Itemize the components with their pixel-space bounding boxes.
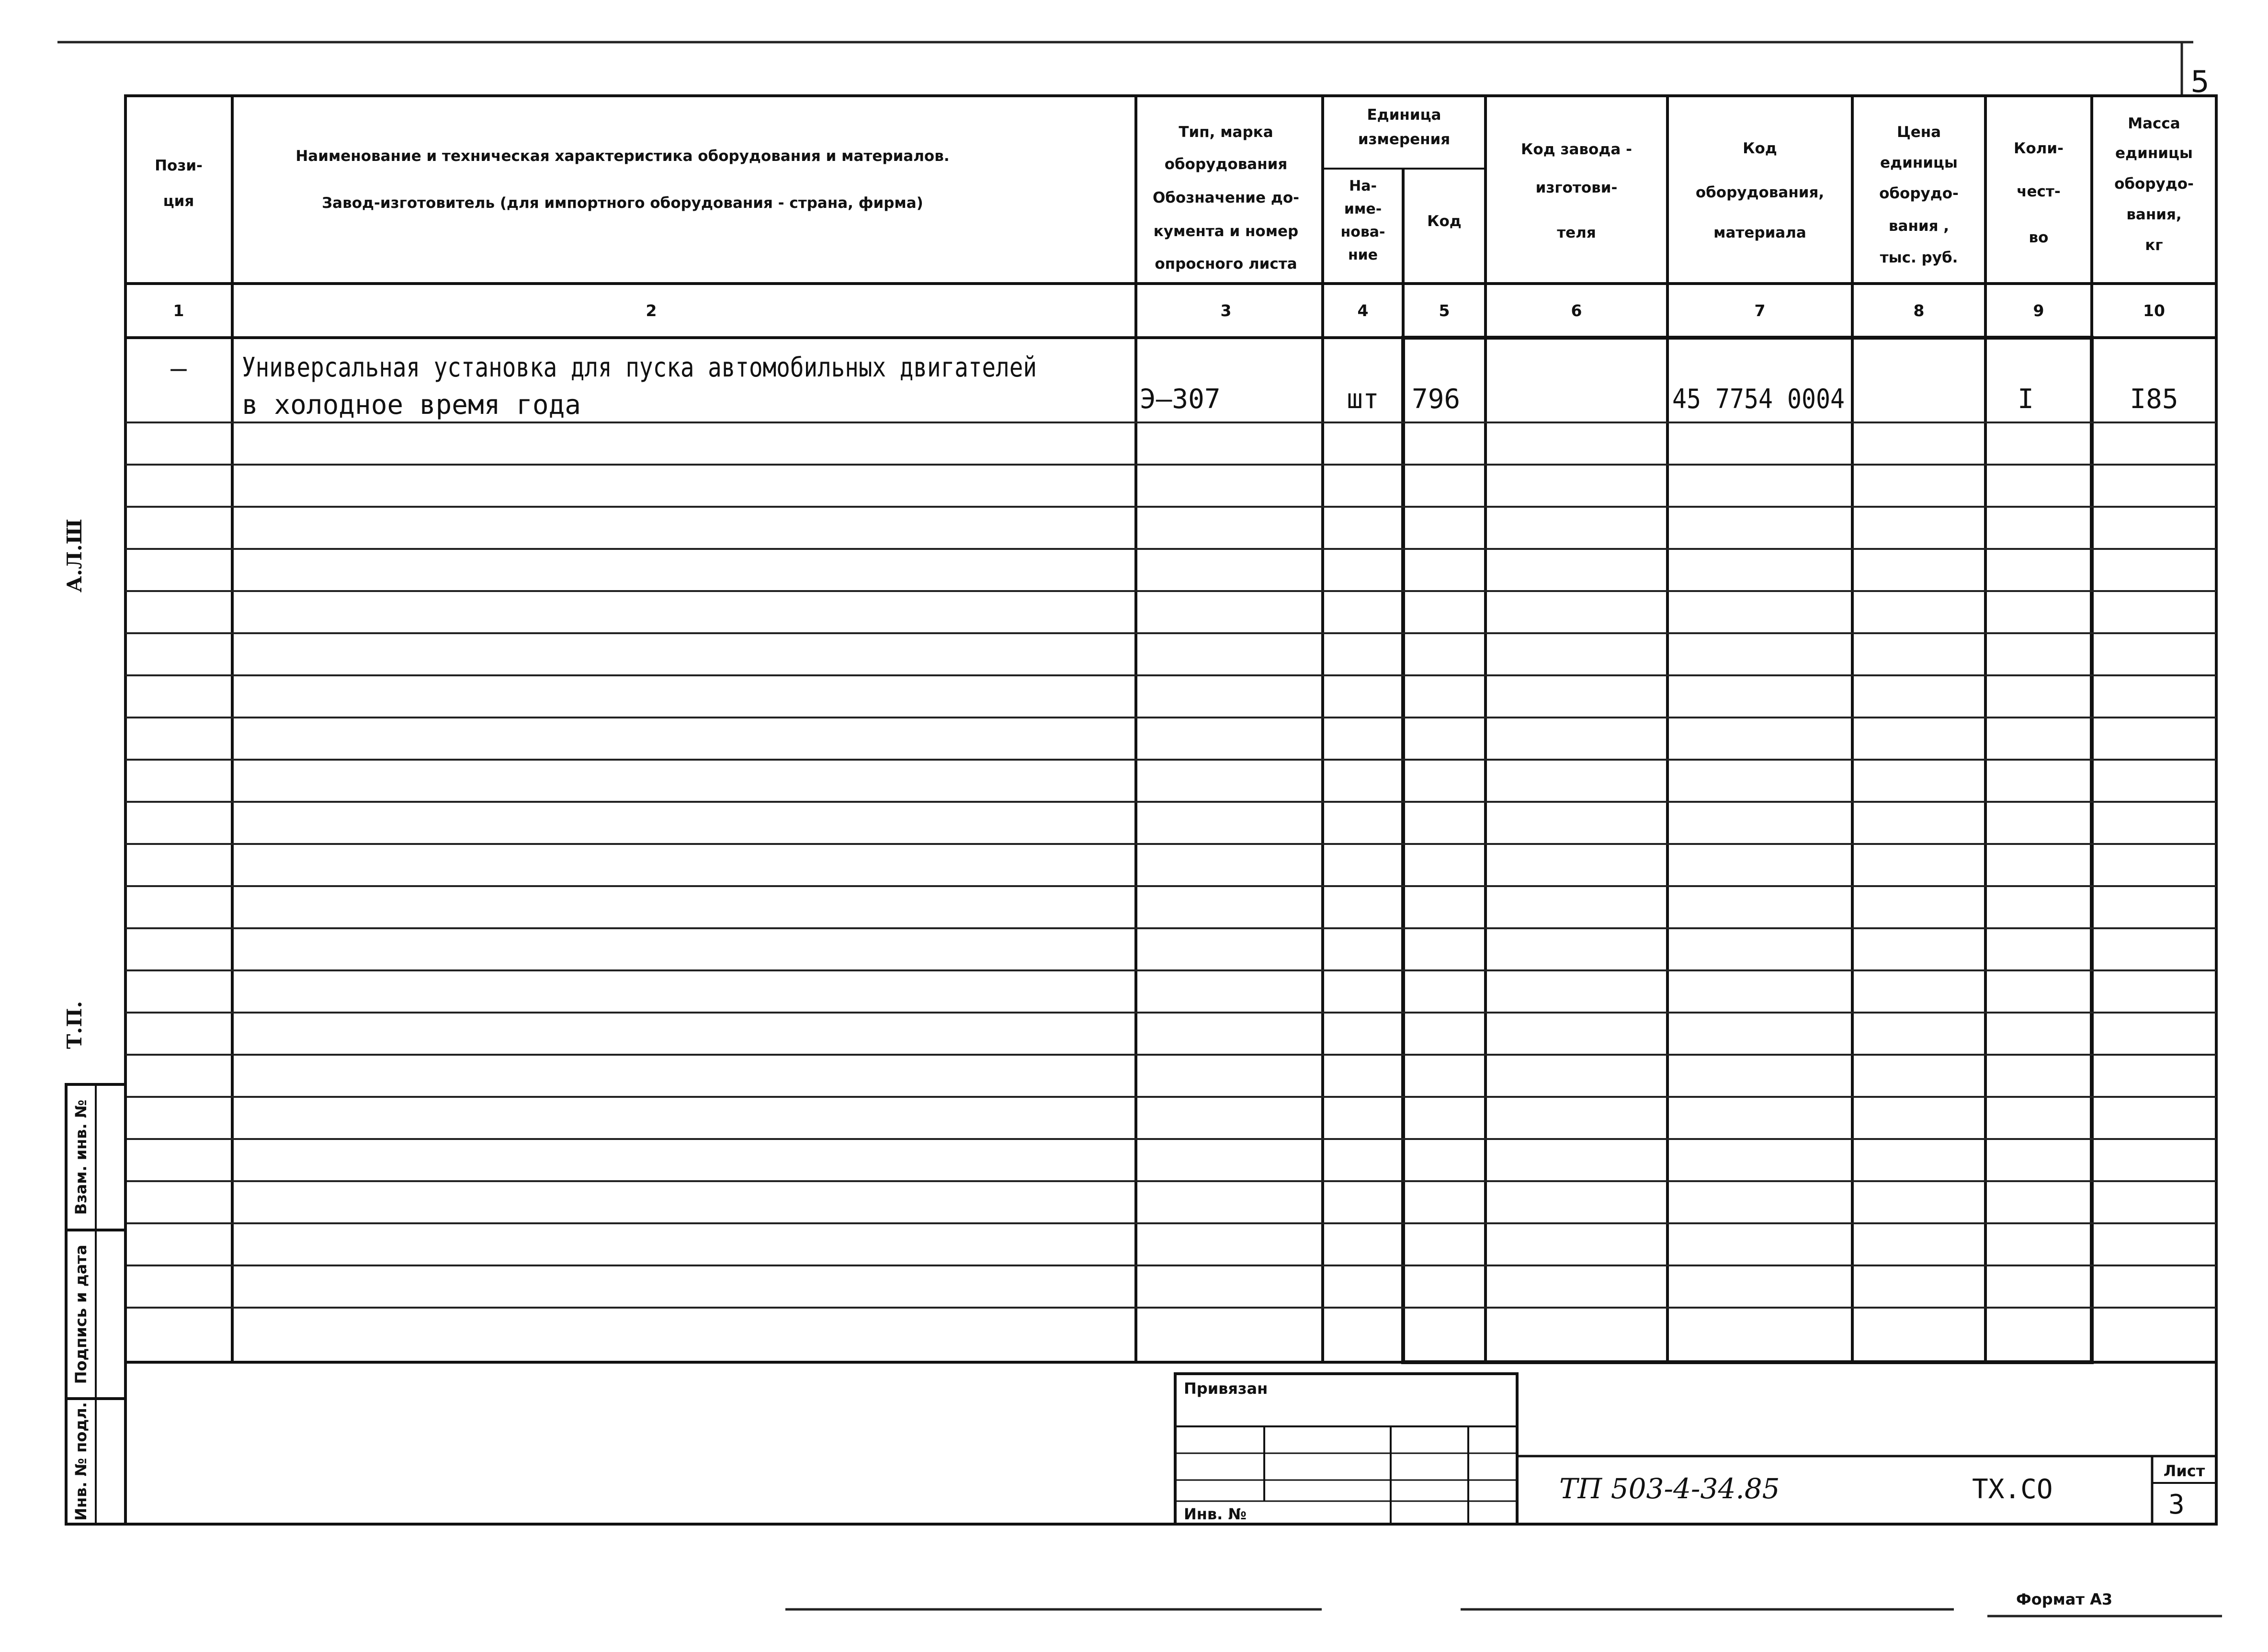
svg-text:кумента и номер: кумента и номер bbox=[1153, 223, 1299, 240]
binding-stamp bbox=[1175, 1374, 1517, 1524]
header-col2 bbox=[295, 148, 949, 212]
column-number: 3 bbox=[1220, 301, 1232, 320]
cell-equipment-code: 45 7754 0004 bbox=[1672, 384, 1845, 415]
svg-text:оборудования,: оборудования, bbox=[1695, 184, 1825, 201]
signature-date-label: Подпись и дата bbox=[72, 1244, 90, 1384]
author-initials-2: Т.П. bbox=[63, 1001, 86, 1049]
svg-text:вания,: вания, bbox=[2126, 206, 2182, 223]
svg-text:во: во bbox=[2029, 229, 2049, 246]
column-number: 6 bbox=[1571, 301, 1582, 320]
left-margin-authors bbox=[63, 519, 86, 1049]
cell-position: – bbox=[170, 353, 187, 384]
sheet-label: Лист bbox=[2163, 1462, 2205, 1480]
page-number: 5 bbox=[2190, 64, 2210, 99]
format-label: Формат А3 bbox=[2016, 1590, 2113, 1608]
column-lines bbox=[232, 96, 2092, 1362]
header-col3 bbox=[1153, 124, 1299, 273]
header-col1 bbox=[155, 157, 203, 210]
margin-stamp bbox=[66, 1084, 125, 1524]
cell-unit-name: шт bbox=[1347, 384, 1379, 415]
header-col9 bbox=[2014, 140, 2064, 246]
svg-text:измерения: измерения bbox=[1358, 131, 1451, 148]
header-col6 bbox=[1521, 141, 1632, 241]
column-number: 7 bbox=[1754, 301, 1766, 320]
svg-text:име-: име- bbox=[1344, 201, 1382, 217]
column-number: 10 bbox=[2143, 301, 2165, 320]
document-code: ТХ.СО bbox=[1972, 1474, 2053, 1505]
svg-text:оборудо-: оборудо- bbox=[2114, 175, 2194, 193]
svg-text:изготови-: изготови- bbox=[1535, 179, 1618, 196]
sheet-number: 3 bbox=[2168, 1489, 2185, 1520]
bound-label: Привязан bbox=[1184, 1379, 1268, 1398]
svg-text:кг: кг bbox=[2145, 237, 2163, 254]
svg-text:оборудо-: оборудо- bbox=[1879, 185, 1959, 202]
svg-text:Единица: Единица bbox=[1367, 106, 1441, 124]
svg-text:Масса: Масса bbox=[2128, 115, 2180, 132]
svg-text:единицы: единицы bbox=[1880, 154, 1958, 171]
title-block bbox=[1517, 1456, 2216, 1524]
svg-text:тыс. руб.: тыс. руб. bbox=[1880, 249, 1958, 266]
svg-text:ние: ние bbox=[1348, 247, 1378, 263]
cell-type-mark: Э–307 bbox=[1140, 384, 1221, 415]
cell-mass: I85 bbox=[2130, 384, 2178, 415]
header-unit-group bbox=[1358, 106, 1450, 148]
header-col4 bbox=[1340, 178, 1385, 263]
main-frame bbox=[125, 96, 2216, 1524]
author-initials-1: А.Л.Ш bbox=[63, 519, 86, 592]
svg-text:Код завода -: Код завода - bbox=[1521, 141, 1632, 158]
cell-name-line1: Универсальная установка для пуска автомобильных двигателей bbox=[242, 352, 1037, 383]
replaced-inv-label: Взам. инв. № bbox=[72, 1099, 90, 1215]
header-col7 bbox=[1696, 140, 1824, 241]
header-col10 bbox=[2114, 115, 2194, 254]
cell-unit-code: 796 bbox=[1412, 384, 1461, 415]
svg-text:Наименование и техническая хар: Наименование и техническая характеристика оборудования и материалов. bbox=[295, 148, 950, 165]
svg-text:единицы: единицы bbox=[2115, 145, 2193, 162]
table-row bbox=[170, 352, 2178, 421]
svg-text:нова-: нова- bbox=[1340, 224, 1385, 240]
svg-text:Цена: Цена bbox=[1896, 124, 1941, 141]
svg-text:материала: материала bbox=[1713, 224, 1806, 241]
svg-text:На-: На- bbox=[1349, 178, 1377, 194]
header-col8 bbox=[1879, 124, 1959, 266]
column-number: 1 bbox=[173, 301, 184, 320]
svg-text:вания ,: вания , bbox=[1888, 217, 1950, 235]
cell-name-line2: в холодное время года bbox=[242, 389, 581, 421]
svg-text:ция: ция bbox=[163, 193, 194, 210]
row-lines bbox=[125, 422, 2216, 1308]
inv-label: Инв. № bbox=[1184, 1505, 1247, 1523]
column-number: 2 bbox=[646, 301, 657, 320]
column-number: 8 bbox=[1913, 301, 1925, 320]
cell-quantity: I bbox=[2018, 384, 2034, 415]
svg-text:теля: теля bbox=[1557, 224, 1596, 241]
svg-text:Обозначение до-: Обозначение до- bbox=[1152, 189, 1300, 206]
svg-text:Коли-: Коли- bbox=[2014, 140, 2064, 157]
svg-text:Завод-изготовитель (для импор: Завод-изготовитель (для импортного оборудования - страна, фирма) bbox=[322, 194, 923, 212]
svg-text:Код: Код bbox=[1743, 140, 1777, 157]
column-number: 5 bbox=[1439, 301, 1450, 320]
svg-text:Тип, марка: Тип, марка bbox=[1179, 124, 1273, 141]
body-emphasis-box bbox=[1403, 338, 2092, 1362]
svg-text:оборудования: оборудования bbox=[1164, 156, 1288, 173]
svg-text:опросного листа: опросного листа bbox=[1155, 255, 1297, 273]
header-col5: Код bbox=[1427, 213, 1462, 230]
column-number: 9 bbox=[2033, 301, 2044, 320]
column-number-row bbox=[173, 301, 2165, 320]
svg-text:чест-: чест- bbox=[2017, 183, 2061, 200]
document-number: ТП 503-4-34.85 bbox=[1559, 1472, 1780, 1505]
column-number: 4 bbox=[1357, 301, 1369, 320]
svg-text:Пози-: Пози- bbox=[155, 157, 203, 174]
original-inv-label: Инв. № подл. bbox=[72, 1402, 90, 1521]
